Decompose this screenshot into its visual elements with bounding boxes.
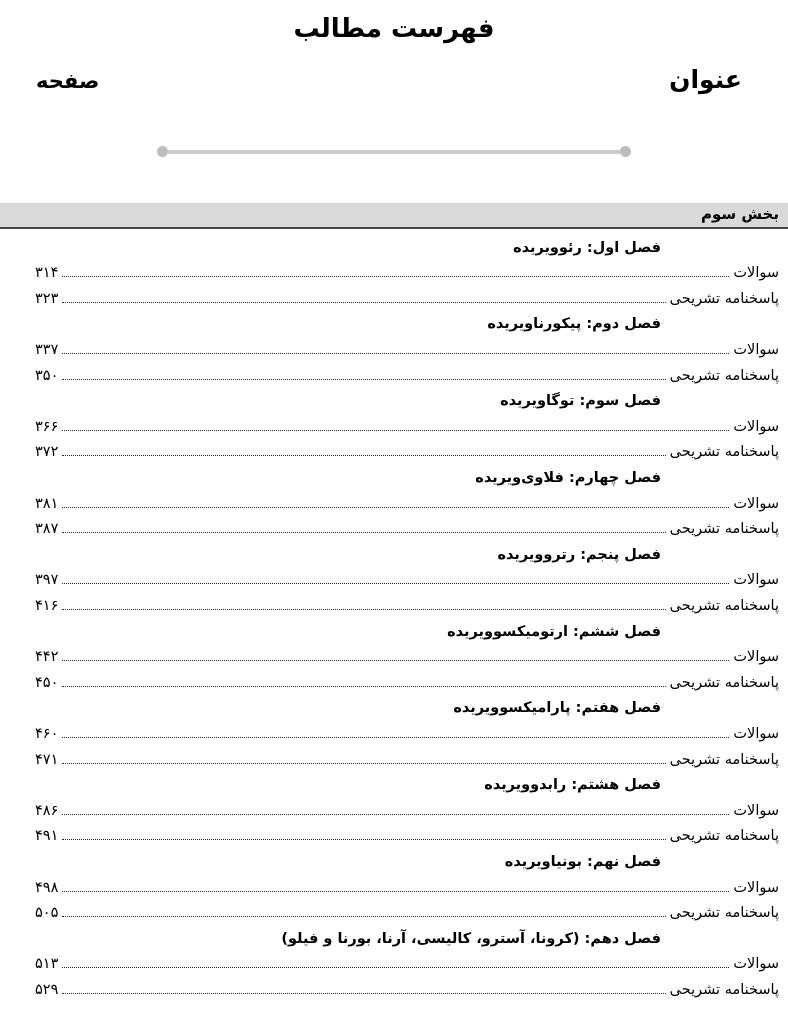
chapter-heading-row [35, 236, 779, 262]
dot-leader [62, 916, 665, 917]
chapter-title: فصل سوم: توگاویریده [500, 393, 661, 410]
entry-page-number: ۳۷۲ [35, 444, 59, 461]
dot-leader [62, 430, 729, 431]
dot-leader [62, 276, 729, 277]
dot-leader [62, 686, 665, 687]
divider-dot-end [157, 146, 168, 157]
dot-leader [62, 839, 665, 840]
toc-entry-row [35, 364, 779, 390]
entry-label: پاسخنامه تشریحی [669, 981, 779, 998]
toc-entry-row [35, 901, 779, 927]
entry-page-number: ۳۸۷ [35, 521, 59, 538]
toc-entry-row [35, 338, 779, 364]
entry-page-number: ۴۸۶ [35, 802, 59, 819]
entry-label: سوالات [733, 725, 779, 742]
toc-entry-row [35, 287, 779, 313]
chapter-heading-row [35, 620, 779, 646]
title-column-label: عنوان [669, 65, 742, 95]
dot-leader [62, 302, 665, 303]
toc-entry-row [35, 645, 779, 671]
divider-line [168, 150, 620, 154]
dot-leader [62, 660, 729, 661]
entry-label: پاسخنامه تشریحی [669, 674, 779, 691]
chapter-title: فصل اول: رئوویریده [513, 239, 661, 256]
dot-leader [62, 353, 729, 354]
entry-page-number: ۵۱۳ [35, 956, 59, 973]
entry-page-number: ۵۲۹ [35, 981, 59, 998]
column-headers [0, 65, 788, 94]
dot-leader [62, 455, 665, 456]
chapter-heading-row [35, 773, 779, 799]
entry-label: پاسخنامه تشریحی [669, 598, 779, 614]
divider-dot-start [620, 146, 631, 157]
chapter-heading-row [35, 312, 779, 338]
toc-entry-row [35, 671, 779, 697]
chapter-title: فصل چهارم: فلاوی‌ویریده [475, 470, 661, 487]
entry-label: سوالات [733, 342, 779, 359]
chapter-heading-row [35, 927, 779, 953]
entry-page-number: ۴۱۶ [35, 598, 59, 614]
dot-leader [62, 967, 729, 968]
section-header-bar [0, 203, 788, 229]
entry-label: سوالات [733, 802, 779, 819]
decorative-divider [0, 146, 788, 157]
chapter-title: فصل دوم: پیکورناویریده [487, 316, 661, 333]
entry-page-number: ۳۶۶ [35, 418, 59, 435]
toc-entry-row [35, 261, 779, 287]
dot-leader [62, 891, 729, 892]
toc-entry-row [35, 978, 779, 1004]
toc-entry-row [35, 748, 779, 774]
toc-entry-row [35, 722, 779, 748]
chapter-title: فصل دهم: (کرونا، آسترو، کالیسی، آرنا، بورنا و فیلو) [281, 930, 661, 947]
toc-entry-row [35, 568, 779, 594]
entry-label: سوالات [733, 265, 779, 282]
dot-leader [62, 737, 729, 738]
toc-entry-row [35, 415, 779, 441]
entry-page-number: ۳۵۰ [35, 367, 59, 384]
entry-page-number: ۳۲۳ [35, 290, 59, 307]
chapter-heading-row [35, 389, 779, 415]
toc-entry-row [35, 799, 779, 825]
chapter-heading-row [35, 466, 779, 492]
entry-label: سوالات [733, 879, 779, 896]
chapter-heading-row [35, 543, 779, 569]
toc-entry-row [35, 824, 779, 850]
chapter-heading-row [35, 696, 779, 722]
dot-leader [62, 532, 665, 533]
toc-list [0, 236, 788, 1004]
entry-label: پاسخنامه تشریحی [669, 290, 779, 307]
section-title: بخش سوم [700, 205, 779, 224]
entry-page-number: ۴۴۲ [35, 649, 59, 666]
page-column-label: صفحه [36, 69, 100, 94]
entry-page-number: ۴۷۱ [35, 751, 59, 768]
chapter-heading-row [35, 850, 779, 876]
entry-label: سوالات [733, 956, 779, 973]
dot-leader [62, 763, 665, 764]
toc-entry-row [35, 492, 779, 518]
entry-label: پاسخنامه تشریحی [669, 751, 779, 768]
entry-label: پاسخنامه تشریحی [669, 444, 779, 461]
entry-label: پاسخنامه تشریحی [669, 905, 779, 922]
chapter-title: فصل هشتم: رابدوویریده [484, 777, 661, 794]
entry-label: سوالات [733, 572, 779, 589]
entry-label: پاسخنامه تشریحی [669, 828, 779, 845]
toc-entry-row [35, 517, 779, 543]
entry-page-number: ۵۰۵ [35, 905, 59, 922]
entry-label: سوالات [733, 649, 779, 666]
toc-entry-row [35, 594, 779, 620]
chapter-title: فصل پنجم: رتروویریده [497, 546, 661, 563]
dot-leader [62, 583, 729, 584]
entry-page-number: ۳۱۴ [35, 265, 59, 282]
dot-leader [62, 609, 665, 610]
dot-leader [62, 379, 665, 380]
entry-page-number: ۴۵۰ [35, 674, 59, 691]
dot-leader [62, 507, 729, 508]
entry-page-number: ۴۶۰ [35, 725, 59, 742]
chapter-title: فصل هفتم: پارامیکسوویریده [453, 700, 661, 717]
entry-label: سوالات [733, 495, 779, 512]
entry-page-number: ۳۳۷ [35, 342, 59, 359]
chapter-title: فصل نهم: بونیاویریده [504, 853, 661, 870]
entry-page-number: ۳۹۷ [35, 572, 59, 589]
dot-leader [62, 814, 729, 815]
entry-page-number: ۴۹۸ [35, 879, 59, 896]
entry-label: پاسخنامه تشریحی [669, 521, 779, 538]
entry-label: سوالات [733, 418, 779, 435]
entry-page-number: ۴۹۱ [35, 828, 59, 845]
toc-entry-row [35, 876, 779, 902]
chapter-title: فصل ششم: ارتومیکسوویریده [447, 623, 661, 640]
dot-leader [62, 993, 665, 994]
toc-entry-row [35, 440, 779, 466]
entry-label: پاسخنامه تشریحی [669, 367, 779, 384]
toc-entry-row [35, 952, 779, 978]
entry-page-number: ۳۸۱ [35, 495, 59, 512]
page-title: فهرست مطالب [293, 14, 495, 44]
